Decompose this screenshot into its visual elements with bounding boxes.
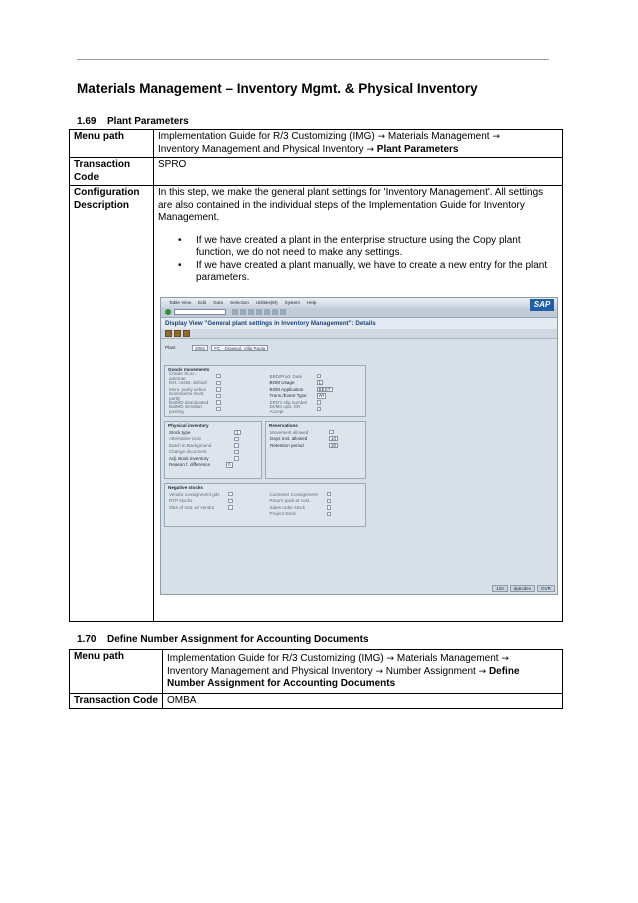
group-title: Goods movements — [168, 366, 210, 372]
sap-menu-item[interactable]: Selection — [230, 299, 249, 305]
bom-application-field[interactable]: BEST — [318, 386, 331, 392]
section-number: 1.70 — [77, 634, 97, 645]
configuration-label: Configuration Description — [70, 186, 154, 622]
field-label: Movement allowed — [270, 429, 309, 435]
menu-path-label: Menu path — [70, 650, 163, 694]
field-label: BOM Usage — [269, 380, 295, 386]
trans-event-type-field[interactable]: WI — [318, 393, 325, 399]
sap-application-toolbar — [161, 329, 557, 339]
configuration-row — [70, 186, 563, 622]
field-label: Adj. Book inventory — [169, 455, 209, 461]
field-label: BatWD deactivated — [169, 399, 209, 405]
enter-icon[interactable] — [165, 309, 171, 315]
checkbox[interactable] — [216, 407, 221, 412]
retention-period-field[interactable]: 30 — [331, 442, 337, 448]
reservations-group — [265, 421, 366, 479]
command-field[interactable] — [174, 309, 226, 315]
exit-icon[interactable] — [248, 309, 254, 315]
menu-path-target: Plant Parameters — [376, 143, 459, 155]
plant-name-field: FC - Drawsol, Villa Paola — [211, 345, 268, 351]
menu-path-part: Inventory Management and Physical Inventory — [158, 143, 364, 155]
checkbox[interactable] — [228, 492, 233, 497]
menu-path-row — [70, 650, 563, 694]
sap-standard-toolbar — [161, 308, 557, 318]
field-label: Vendor consignment gds — [169, 491, 220, 497]
sap-status-bar — [490, 585, 555, 592]
transaction-code-row — [70, 158, 563, 186]
field-label: Project stock — [269, 511, 296, 517]
field-label: BBD/Prod. Date — [269, 373, 303, 379]
arrow-icon: → — [377, 132, 386, 142]
transaction-code-row — [70, 693, 563, 709]
section-heading-1-70 — [77, 634, 369, 645]
checkbox[interactable] — [216, 394, 221, 399]
field-label: Dr/Mo upd. GR Accept — [269, 403, 301, 415]
checkbox[interactable] — [327, 492, 332, 497]
field-label: RTP stocks — [169, 498, 193, 504]
plant-label: Plant — [165, 344, 176, 350]
checkbox[interactable] — [327, 499, 332, 504]
sap-logo: SAP — [530, 299, 554, 311]
goods-movements-group — [164, 365, 366, 417]
cancel-icon[interactable] — [256, 309, 262, 315]
field-label: BatWD simultan posting — [169, 403, 202, 415]
section-number: 1.69 — [77, 116, 97, 127]
document-title: Materials Management – Inventory Mgmt. & Physical Inventory — [77, 81, 478, 96]
number-assignment-table — [69, 649, 563, 709]
transaction-code-label: Transaction Code — [70, 158, 154, 186]
arrow-icon: → — [492, 132, 500, 142]
menu-path-part: Number Assignment — [385, 665, 476, 677]
arrow-icon: → — [501, 654, 509, 664]
status-field: 120 — [492, 585, 508, 592]
menu-path-part: Materials Management — [387, 131, 490, 142]
sap-screen-title: Display View "General plant settings in Inventory Management": Details — [161, 318, 557, 329]
previous-entry-icon[interactable] — [174, 330, 181, 337]
field-label: Stks of mat. w/ vendor — [169, 504, 215, 510]
field-label: Customer Consignment — [269, 491, 318, 497]
field-label: Create SLoc. automat. — [169, 370, 196, 382]
bullet-list — [172, 235, 558, 285]
field-label: Mvnt. partly active — [169, 386, 207, 392]
sap-menu-item[interactable]: Utilities(M) — [255, 299, 278, 305]
configuration-paragraph: In this step, we make the general plant settings for 'Inventory Management'. All settings are also contained in the individual steps of the Implementation Guide for Inventory Management. — [158, 187, 544, 223]
back-icon[interactable] — [240, 309, 246, 315]
arrow-icon: → — [366, 144, 374, 155]
field-label: Stock type — [169, 429, 191, 435]
arrow-icon: → — [478, 666, 487, 677]
checkbox[interactable] — [327, 512, 332, 517]
physical-inventory-group — [164, 421, 262, 479]
field-label: Trans./Event Type — [269, 393, 307, 399]
field-label: Days mvt. allowed — [270, 436, 308, 442]
sap-menu-item[interactable]: System — [284, 299, 300, 305]
field-label: Del. costst. default — [169, 380, 207, 386]
header-rule — [77, 59, 549, 60]
section-title: Plant Parameters — [107, 116, 189, 127]
menu-path-row — [70, 130, 563, 158]
print-icon[interactable] — [264, 309, 270, 315]
field-label: BOM Application — [269, 386, 304, 392]
arrow-icon: → — [386, 654, 395, 664]
transaction-code-value: SPRO — [154, 158, 563, 186]
sap-menu-item[interactable]: Goto — [213, 299, 224, 305]
transaction-code-label: Transaction Code — [70, 693, 163, 709]
reason-difference-field[interactable]: 0 — [228, 462, 231, 468]
sap-screenshot — [160, 297, 558, 595]
field-label: Retention period — [270, 442, 304, 448]
checkbox[interactable] — [228, 499, 233, 504]
display-change-icon[interactable] — [165, 330, 172, 337]
menu-path-part: Materials Management — [396, 653, 499, 664]
field-label: Alternative UoS — [169, 436, 201, 442]
menu-path-part: Implementation Guide for R/3 Customizing (IMG) — [158, 131, 375, 142]
transaction-code-value: OMBA — [163, 693, 563, 709]
configuration-description — [154, 186, 563, 622]
find-icon[interactable] — [272, 309, 278, 315]
section-title: Define Number Assignment for Accounting Documents — [107, 634, 369, 645]
save-icon[interactable] — [232, 309, 238, 315]
menu-path-part: Implementation Guide for R/3 Customizing (IMG) — [167, 653, 384, 664]
status-field: dpecdev — [510, 585, 535, 592]
bom-usage-field[interactable]: 1 — [318, 380, 322, 386]
checkbox[interactable] — [216, 400, 221, 405]
field-label: Summarize mvnt. partly — [169, 390, 205, 401]
sap-menu-item[interactable]: Edit — [198, 299, 207, 305]
menu-path-value — [154, 130, 563, 158]
sap-menubar — [161, 298, 557, 308]
plant-code-field[interactable]: 2081 — [192, 345, 208, 351]
field-label: SPO's slip number — [269, 399, 308, 405]
sap-menu-item[interactable]: Help — [306, 299, 317, 305]
menu-path-target: Define Number Assignment for Accounting Documents — [167, 665, 520, 689]
checkbox[interactable] — [228, 505, 233, 510]
checkbox[interactable] — [317, 407, 322, 412]
section-heading-1-69 — [77, 116, 189, 127]
menu-path-label: Menu path — [70, 130, 154, 158]
checkbox[interactable] — [234, 437, 239, 442]
group-title: Negative stocks — [168, 484, 203, 490]
field-label: Return pack at cust. — [269, 498, 311, 504]
checkbox[interactable] — [317, 374, 322, 379]
checkbox[interactable] — [216, 374, 221, 379]
next-entry-icon[interactable] — [183, 330, 190, 337]
arrow-icon: → — [375, 666, 383, 677]
help-icon[interactable] — [280, 309, 286, 315]
checkbox[interactable] — [216, 387, 221, 392]
stock-type-field[interactable]: 1 — [236, 429, 239, 435]
field-label: Reason f. difference — [169, 462, 211, 468]
checkbox[interactable] — [327, 505, 332, 510]
menu-path-part: Inventory Management and Physical Inventory — [167, 665, 373, 677]
checkbox[interactable] — [234, 443, 239, 448]
bullet-item: • If we have created a plant in the enterprise structure using the Copy plant function, we do not need to make any settings. — [172, 235, 558, 260]
status-field: OVR — [537, 585, 555, 592]
field-label: Change document — [169, 449, 207, 455]
checkbox[interactable] — [216, 381, 221, 386]
plant-parameters-table — [69, 129, 563, 622]
checkbox[interactable] — [234, 450, 239, 455]
field-label: Sales order stock — [269, 504, 306, 510]
field-label: Batch in Background — [169, 442, 212, 448]
days-movement-field[interactable]: 10 — [331, 436, 337, 442]
group-title: Reservations — [269, 422, 298, 428]
menu-path-value — [163, 650, 563, 694]
negative-stocks-group — [164, 483, 366, 527]
sap-menu-item[interactable]: Table View — [169, 299, 192, 305]
checkbox[interactable] — [234, 456, 239, 461]
checkbox[interactable] — [329, 430, 334, 435]
checkbox[interactable] — [317, 400, 322, 405]
bullet-item: • If we have created a plant manually, we have to create a new entry for the plant parameters. — [172, 260, 558, 285]
group-title: Physical inventory — [168, 422, 209, 428]
plant-field-row — [165, 345, 557, 351]
